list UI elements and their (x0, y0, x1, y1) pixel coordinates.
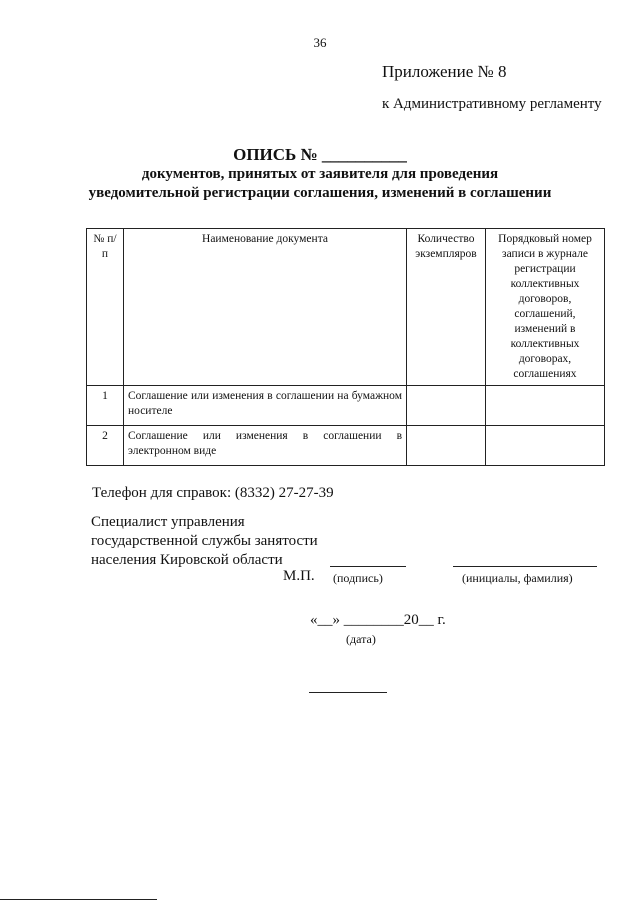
header-registry-number: Порядковый номер записи в журнале регистрации коллективных договоров, соглашений, изменений в коллективных договорах, соглашениях (486, 229, 605, 386)
row-document-name: Соглашение или изменения в соглашении на бумажном носителе (124, 386, 407, 426)
specialist-line: населения Кировской области (91, 552, 283, 568)
date-label: (дата) (346, 632, 376, 646)
header-document-name: Наименование документа (124, 229, 407, 386)
initials-line[interactable] (453, 566, 597, 567)
row-quantity[interactable] (407, 386, 486, 426)
stamp-place: М.П. (283, 568, 315, 584)
subtitle-line: документов, принятых от заявителя для проведения (141, 166, 499, 182)
reference-phone: Телефон для справок: (8332) 27-27-39 (92, 485, 334, 501)
appendix-reference: к Административному регламенту (382, 96, 602, 112)
table-header-row (87, 229, 605, 386)
inventory-table (86, 228, 605, 466)
specialist-line: государственной службы занятости (91, 533, 318, 549)
specialist-line: Специалист управления (91, 514, 245, 530)
signature-line[interactable] (330, 566, 406, 567)
page-number: 36 (313, 35, 327, 50)
specialist-block (91, 513, 318, 570)
subtitle-line: уведомительной регистрации соглашения, изменений в соглашении (88, 185, 552, 201)
table-row (87, 386, 605, 426)
row-number: 1 (87, 386, 124, 426)
closing-divider (309, 692, 387, 693)
header-quantity: Количество экземпляров (407, 229, 486, 386)
date-field[interactable]: «__» ________20__ г. (310, 612, 446, 628)
row-registry-number[interactable] (486, 386, 605, 426)
initials-label: (инициалы, фамилия) (462, 571, 573, 585)
footnote-divider (0, 899, 157, 900)
row-document-name: Соглашение или изменения в соглашении в электронном виде (124, 426, 407, 466)
row-number: 2 (87, 426, 124, 466)
document-subtitle (0, 165, 640, 203)
row-quantity[interactable] (407, 426, 486, 466)
document-title: ОПИСЬ № __________ (233, 145, 407, 164)
signature-label: (подпись) (333, 571, 383, 585)
appendix-title: Приложение № 8 (382, 62, 507, 81)
row-registry-number[interactable] (486, 426, 605, 466)
table-row (87, 426, 605, 466)
header-number: № п/п (87, 229, 124, 386)
